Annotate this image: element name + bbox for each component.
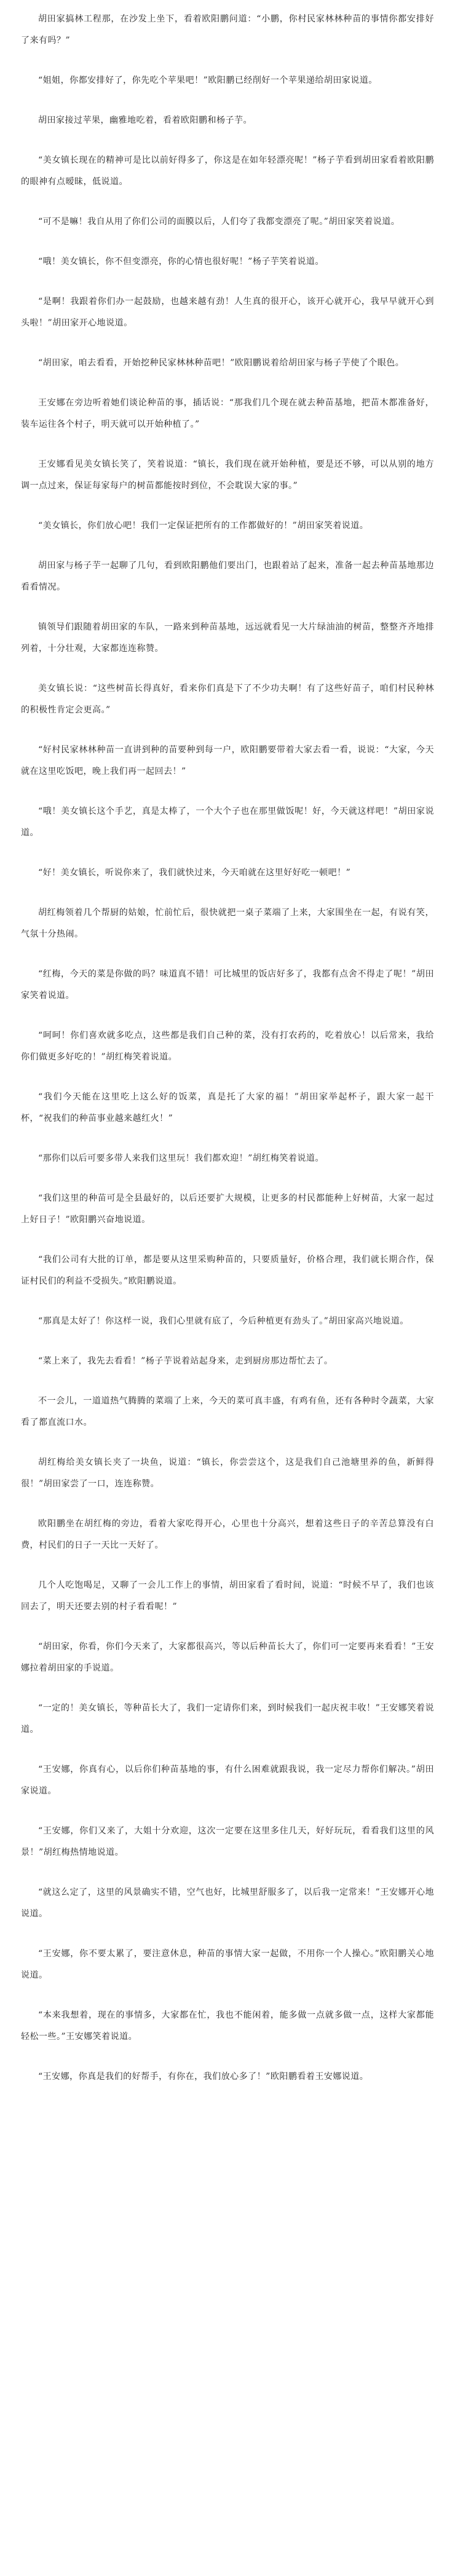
paragraph-38: “王安娜，你真是我们的好帮手，有你在，我们放心多了！”欧阳鹏看着王安娜说道。 [38,2072,369,2082]
paragraph-9: 王安娜在旁边听着她们谈论种苗的事，插话说：“那我们几个现在就去种苗基地，把苗木都准备好，装车运往各个村子，明天就可以开始种植了。” [21,398,434,429]
paragraph-10: 王安娜看见美女镇长笑了，笑着说道：“镇长，我们现在就开始种植，要是还不够，可以从别的地方调一点过来，保证每家每户的树苗都能按时到位，不会耽误大家的事。” [21,459,434,491]
paragraph-13: 镇领导们跟随着胡田家的车队，一路来到种苗基地，远远就看见一大片绿油油的树苗，整整齐齐地排列着，十分壮观，大家都连连称赞。 [21,622,434,654]
paragraph-37: “本来我想着，现在的事情多，大家都在忙，我也不能闲着，能多做一点就多做一点，这样大家都能轻松一些。”王安娜笑着说道。 [21,2010,434,2042]
paragraph-18: 胡红梅领着几个帮厨的姑娘，忙前忙后，很快就把一桌子菜端了上来，大家围坐在一起，有说有笑，气氛十分热闹。 [21,908,434,939]
paragraph-25: “那真是太好了！你这样一说，我们心里就有底了，今后种植更有劲头了。”胡田家高兴地说道。 [38,1316,409,1326]
paragraph-29: 欧阳鹏坐在胡红梅的旁边，看着大家吃得开心，心里也十分高兴，想着这些日子的辛苦总算没有白费，村民们的日子一天比一天好了。 [21,1519,434,1550]
paragraph-34: “王安娜，你们又来了，大姐十分欢迎，这次一定要在这里多住几天，好好玩玩，看看我们这里的风景！”胡红梅热情地说道。 [21,1826,434,1857]
paragraph-21: “我们今天能在这里吃上这么好的饭菜，真是托了大家的福！”胡田家举起杯子，跟大家一起干杯，“祝我们的种苗事业越来越红火！” [21,1092,434,1123]
paragraph-15: “好村民家林林种苗一直讲到种的苗要种到每一户，欧阳鹏要带着大家去看一看，说说：“大家，今天就在这里吃饭吧，晚上我们再一起回去！” [21,745,434,776]
paragraph-36: “王安娜，你不要太累了，要注意休息，种苗的事情大家一起做，不用你一个人操心。”欧阳鹏关心地说道。 [21,1949,434,1980]
paragraph-32: “一定的！美女镇长，等种苗长大了，我们一定请你们来，到时候我们一起庆祝丰收！”王安娜笑着说道。 [21,1703,434,1735]
paragraph-1: 胡田家搞林工程那，在沙发上坐下，看着欧阳鹏问道：“小鹏，你村民家林林种苗的事情你都安排好了来有吗？” [21,14,434,45]
paragraph-6: “哦！美女镇长，你不但变漂亮，你的心情也很好呢！”杨子芋笑着说道。 [38,257,324,267]
paragraph-7: “是啊！我跟着你们办一起鼓励，也越来越有劲！人生真的很开心，该开心就开心，我早早就开心到头啦！”胡田家开心地说道。 [21,297,434,328]
paragraph-33: “王安娜，你真有心，以后你们种苗基地的事，有什么困难就跟我说，我一定尽力帮你们解决。”胡田家说道。 [21,1765,434,1796]
paragraph-35: “就这么定了，这里的风景确实不错，空气也好，比城里舒服多了，以后我一定常来！”王安娜开心地说道。 [21,1887,434,1919]
paragraph-17: “好！美女镇长，听说你来了，我们就快过来，今天咱就在这里好好吃一顿吧！” [38,868,351,878]
paragraph-22: “那你们以后可要多带人来我们这里玩！我们都欢迎！”胡红梅笑着说道。 [38,1153,324,1163]
paragraph-24: “我们公司有大批的订单，都是要从这里采购种苗的，只要质量好，价格合理，我们就长期合作，保证村民们的利益不受损失。”欧阳鹏说道。 [21,1255,434,1286]
paragraph-27: 不一会儿，一道道热气腾腾的菜端了上来，今天的菜可真丰盛，有鸡有鱼，还有各种时令蔬菜，大家看了都直流口水。 [21,1396,434,1427]
paragraph-28: 胡红梅给美女镇长夹了一块鱼，说道：“镇长，你尝尝这个，这是我们自己池塘里养的鱼，新鲜得很！”胡田家尝了一口，连连称赞。 [21,1458,434,1489]
paragraph-4: “美女镇长现在的精神可是比以前好得多了，你这是在如年轻漂亮呢！”杨子芋看到胡田家看着欧阳鹏的眼神有点暧昧，低说道。 [21,155,434,187]
paragraph-26: “菜上来了，我先去看看！”杨子芋说着站起身来，走到厨房那边帮忙去了。 [38,1356,333,1366]
paragraph-16: “哦！美女镇长这个手艺，真是太棒了，一个大个子也在那里做饭呢！好，今天就这样吧！”胡田家说道。 [21,806,434,838]
paragraph-30: 几个人吃饱喝足，又聊了一会儿工作上的事情，胡田家看了看时间，说道：“时候不早了，我们也该回去了，明天还要去别的村子看看呢！” [21,1580,434,1612]
paragraph-23: “我们这里的种苗可是全县最好的，以后还要扩大规模，让更多的村民都能种上好树苗，大家一起过上好日子！”欧阳鹏兴奋地说道。 [21,1193,434,1225]
paragraph-5: “可不是嘛！我自从用了你们公司的面膜以后，人们夸了我都变漂亮了呢。”胡田家笑着说道。 [38,217,400,227]
paragraph-8: “胡田家，咱去看看，开始挖种民家林林种苗吧！”欧阳鹏说着给胡田家与杨子芋使了个眼色。 [38,358,405,368]
paragraph-2: “姐姐，你都安排好了，你先吃个苹果吧！”欧阳鹏已经削好一个苹果递给胡田家说道。 [38,76,378,85]
paragraph-19: “红梅，今天的菜是你做的吗？味道真不错！可比城里的饭店好多了，我都有点舍不得走了呢！”胡田家笑着说道。 [21,969,434,1001]
paragraph-20: “呵呵！你们喜欢就多吃点，这些都是我们自己种的菜，没有打农药的，吃着放心！以后常来，我给你们做更多好吃的！”胡红梅笑着说道。 [21,1031,434,1062]
paragraph-12: 胡田家与杨子芋一起聊了几句，看到欧阳鹏他们要出门，也跟着站了起来，准备一起去种苗基地那边看看情况。 [21,561,434,592]
paragraph-14: 美女镇长说：“这些树苗长得真好，看来你们真是下了不少功夫啊！有了这些好苗子，咱们村民种林的积极性肯定会更高。” [21,684,434,715]
paragraph-3: 胡田家接过苹果，幽雅地吃着，看着欧阳鹏和杨子芋。 [38,115,252,125]
paragraph-31: “胡田家，你看，你们今天来了，大家都很高兴，等以后种苗长大了，你们可一定要再来看看！”王安娜拉着胡田家的手说道。 [21,1642,434,1673]
paragraph-11: “美女镇长，你们放心吧！我们一定保证把所有的工作都做好的！”胡田家笑着说道。 [38,521,369,531]
